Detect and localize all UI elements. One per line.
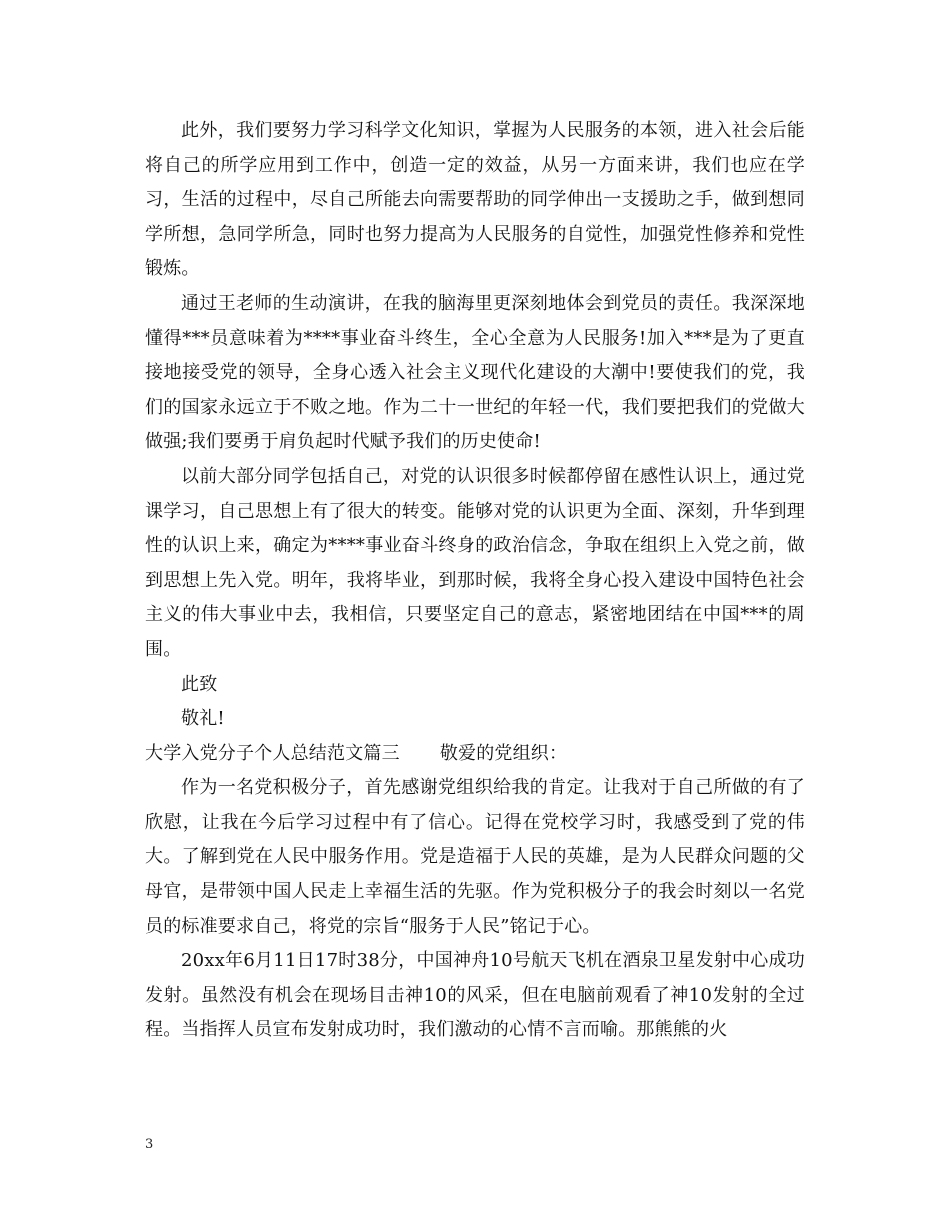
closing-line: 此致 — [181, 673, 218, 695]
paragraph: 以前大部分同学包括自己，对党的认识很多时候都停留在感性认识上，通过党课学习，自己思想上有了很大的转变。能够对党的认识更为全面、深刻，升华到理性的认识上来，确定为****事业奋斗终身的政治信念，争取在组织上入党之前，做到思想上先入党。明年，我将毕业，到那时候，我将全身心投入建设中国特色社会主义的伟大事业中去，我相信，只要坚定自己的意志，紧密地团结在中国***的周围。 — [145, 465, 805, 660]
salutation: 敬爱的党组织： — [439, 742, 568, 764]
paragraph: 此外，我们要努力学习科学文化知识，掌握为人民服务的本领，进入社会后能将自己的所学应用到工作中，创造一定的效益，从另一方面来讲，我们也应在学习，生活的过程中，尽自己所能去向需要帮助的同学伸出一支援助之手，做到想同学所想，急同学所急，同时也努力提高为人民服务的自觉性，加强党性修养和党性锻炼。 — [145, 120, 805, 280]
paragraph: 20xx年6月11日17时38分，中国神舟10号航天飞机在酒泉卫星发射中心成功发射。虽然没有机会在现场目击神10的风采，但在电脑前观看了神10发射的全过程。当指挥人员宣布发射成功时，我们激动的心情不言而喻。那熊熊的火 — [145, 950, 805, 1041]
closing-line: 敬礼! — [181, 708, 225, 730]
paragraph: 作为一名党积极分子，首先感谢党组织给我的肯定。让我对于自己所做的有了欣慰，让我在今后学习过程中有了信心。记得在党校学习时，我感受到了党的伟大。了解到党在人民中服务作用。党是造福于人民的英雄，是为人民群众问题的父母官，是带领中国人民走上幸福生活的先驱。作为党积极分子的我会时刻以一名党员的标准要求自己，将党的宗旨“服务于人民”铭记于心。 — [145, 777, 805, 937]
paragraph: 通过王老师的生动演讲，在我的脑海里更深刻地体会到党员的责任。我深深地懂得***员意味着为****事业奋斗终生，全心全意为人民服务!加入***是为了更直接地接受党的领导，全身心透入社会主义现代化建设的大潮中!要使我们的党，我们的国家永远立于不败之地。作为二十一世纪的年轻一代，我们要把我们的党做大做强;我们要勇于肩负起时代赋予我们的历史使命! — [145, 292, 805, 453]
section-heading-line — [145, 737, 805, 772]
document-body — [145, 114, 805, 1048]
page-number: 3 — [145, 1137, 154, 1152]
section-heading: 大学入党分子个人总结范文篇三 — [145, 742, 400, 764]
